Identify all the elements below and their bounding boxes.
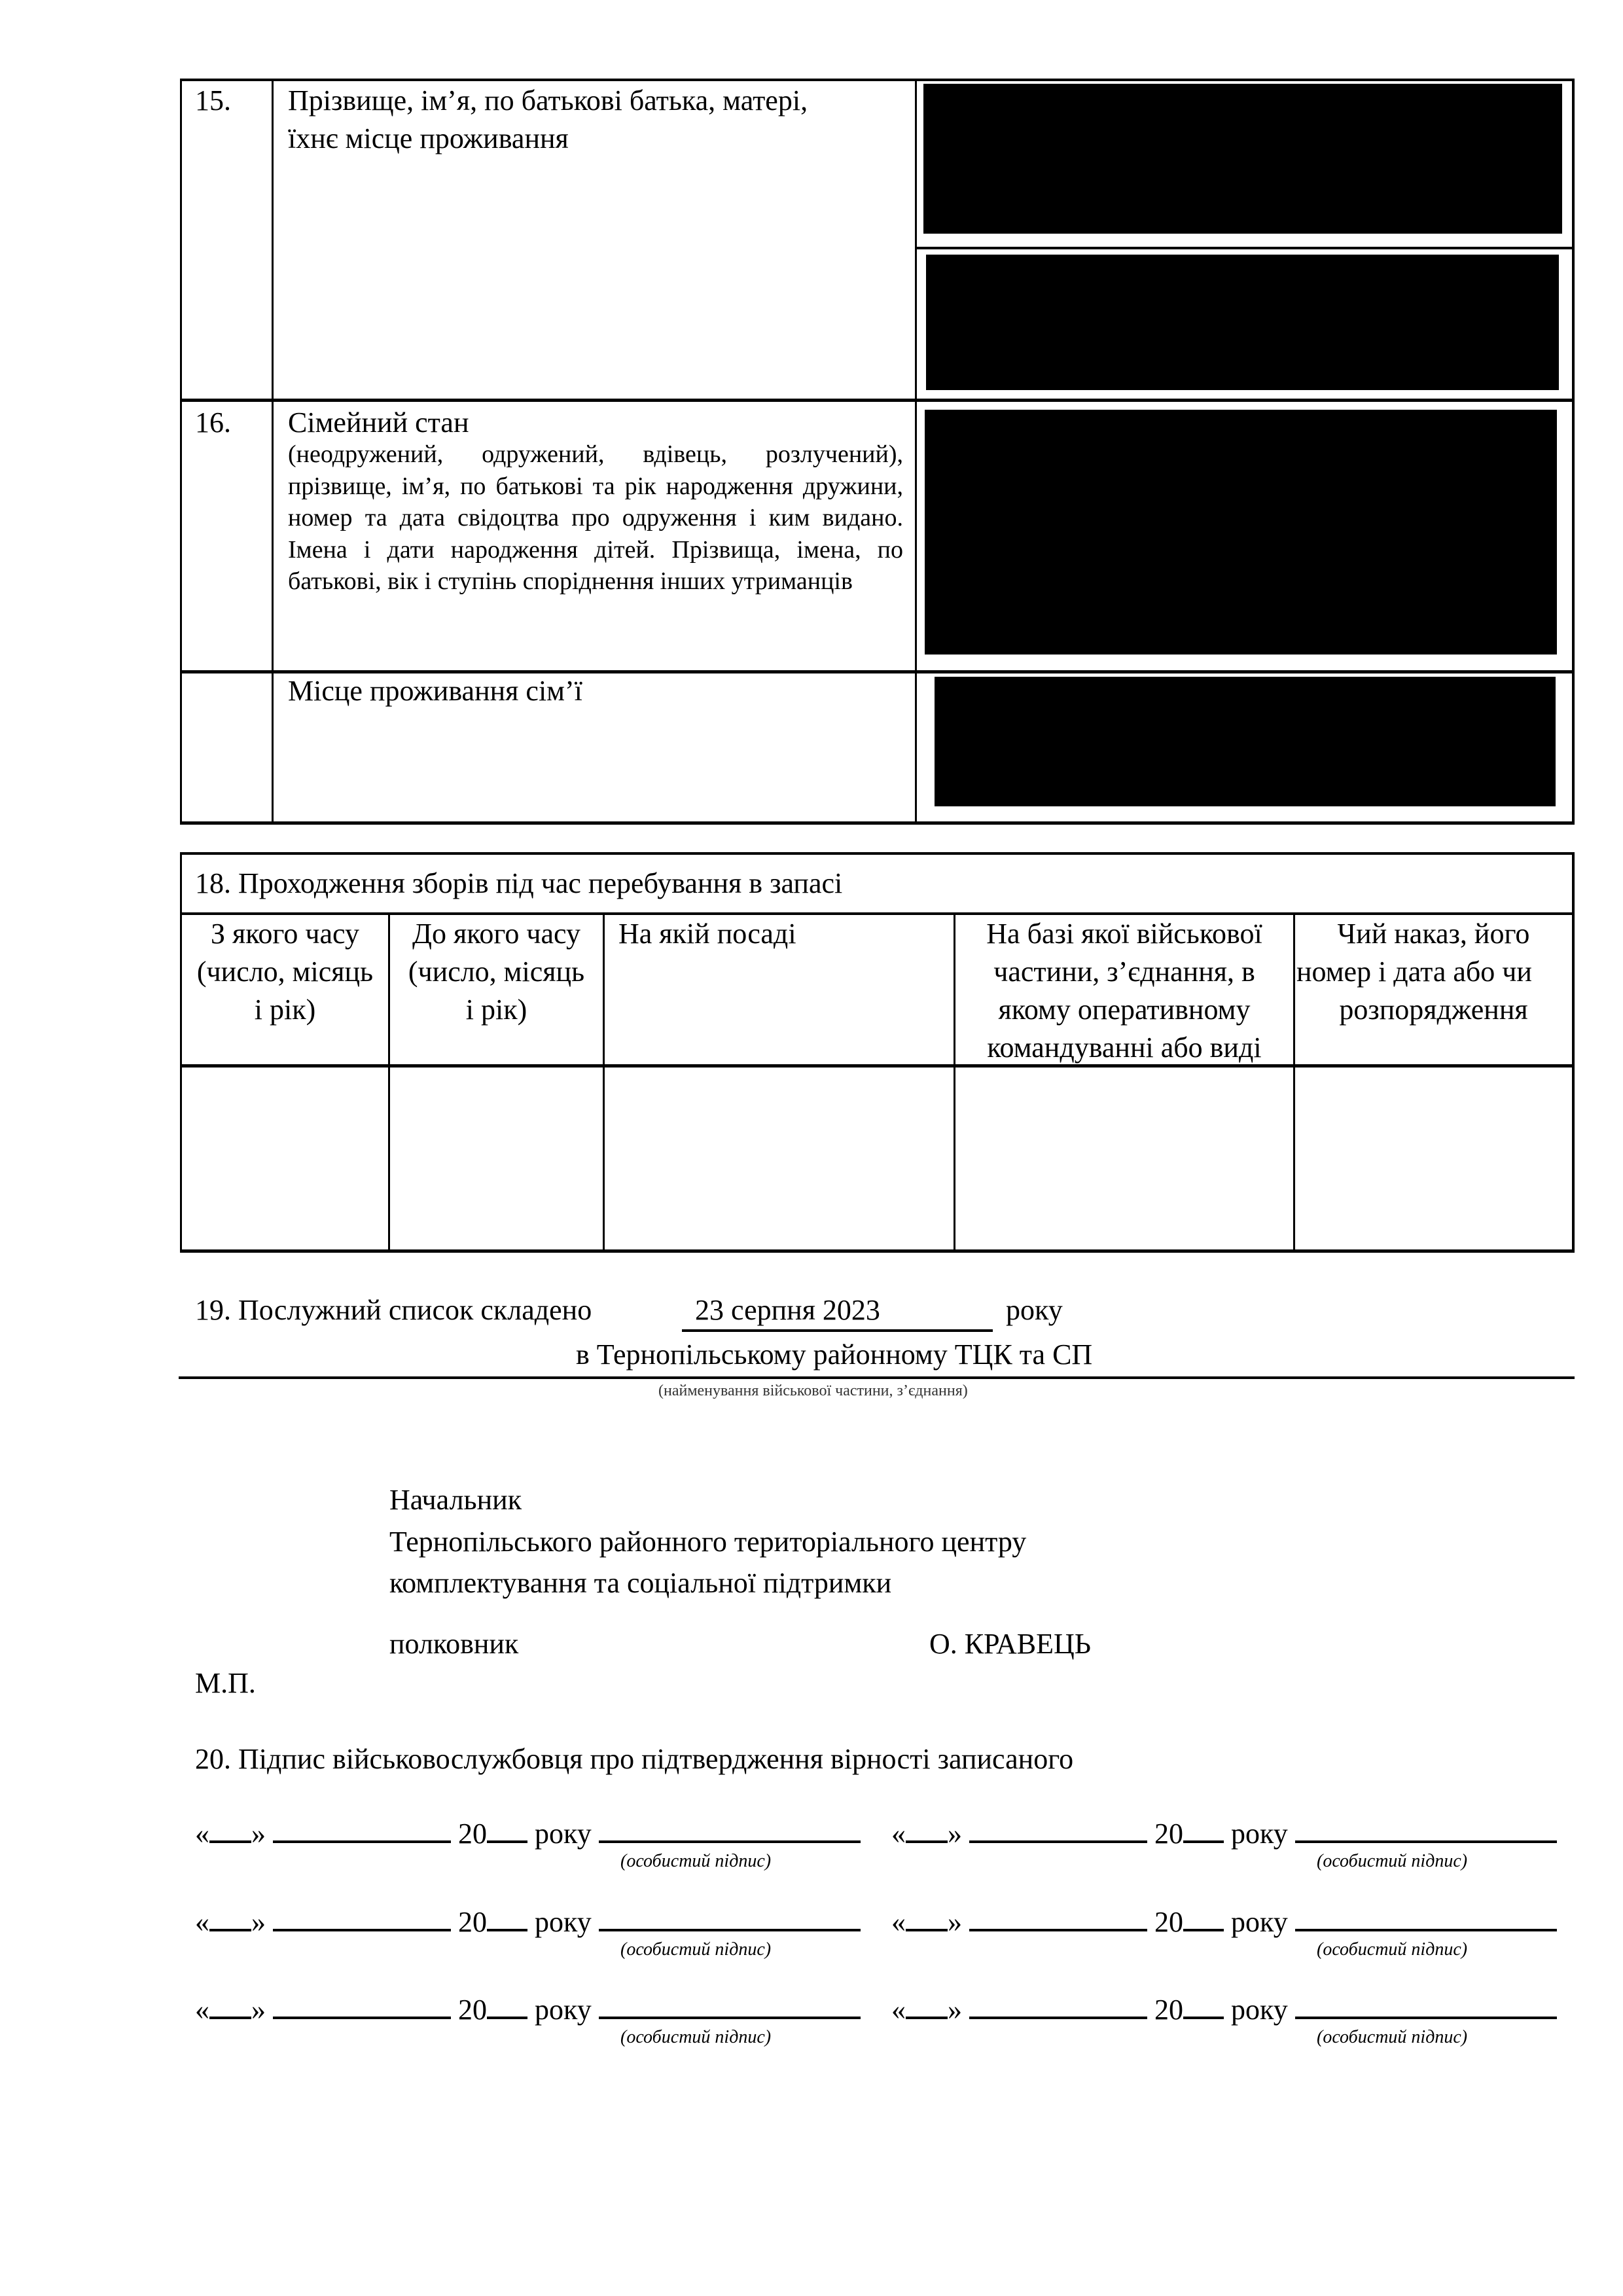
quote: » (948, 1906, 962, 1938)
year-prefix: 20 (1154, 1994, 1183, 2026)
signatory-rank: полковник (389, 1628, 519, 1660)
day-field[interactable] (906, 1990, 948, 2019)
table-border-right (1572, 852, 1575, 1253)
day-field[interactable] (209, 1814, 251, 1843)
signature-caption: (особистий підпис) (620, 1851, 772, 1871)
day-field[interactable] (209, 1903, 251, 1931)
table-border-right (1572, 79, 1575, 825)
stamp-place: М.П. (195, 1667, 256, 1699)
header-line: і рік) (465, 994, 527, 1026)
header-line: З якого часу (211, 918, 359, 950)
header-line: якому оперативному (998, 994, 1251, 1026)
year-prefix: 20 (458, 1818, 487, 1850)
year-field[interactable] (1183, 1814, 1224, 1843)
header-line: На базі якої військової (986, 918, 1262, 950)
header-line: розпорядження (1339, 994, 1528, 1026)
column-header-order (1295, 915, 1572, 1029)
row-divider (180, 670, 1575, 673)
header-line: Чий наказ, його (1337, 918, 1530, 950)
quote: « (891, 1906, 906, 1938)
marital-status-label: Сімейний стан (288, 406, 469, 439)
quote: » (948, 1994, 962, 2026)
signature-caption: (особистий підпис) (620, 1939, 772, 1960)
redacted-family-residence (935, 677, 1556, 806)
year-field[interactable] (487, 1814, 527, 1843)
year-field[interactable] (487, 1990, 527, 2019)
header-line: (число, місяць (408, 956, 585, 988)
signature-caption: (особистий підпис) (620, 2027, 772, 2047)
quote: » (948, 1818, 962, 1850)
signature-field[interactable] (1295, 1814, 1557, 1843)
quote: « (195, 1906, 209, 1938)
section18-title: 18. Проходження зборів під час перебування в запасі (195, 867, 843, 899)
month-field[interactable] (969, 1814, 1147, 1843)
cell-divider (915, 247, 1575, 249)
row-number: 15. (195, 84, 231, 117)
section19-prefix: 19. Послужний список складено (195, 1294, 592, 1326)
table-border-top (180, 852, 1575, 855)
header-line: До якого часу (412, 918, 580, 950)
unit-underline (179, 1376, 1575, 1379)
year-prefix: 20 (1154, 1906, 1183, 1938)
month-field[interactable] (273, 1814, 451, 1843)
month-field[interactable] (969, 1990, 1147, 2019)
signatory-title-line: комплектування та соціальної підтримки (389, 1567, 892, 1599)
year-prefix: 20 (1154, 1818, 1183, 1850)
table-border-bottom (180, 821, 1575, 825)
signature-entry (891, 1814, 1557, 1850)
table-cell-empty[interactable] (390, 1067, 603, 1249)
row-number: 16. (195, 406, 231, 439)
table-cell-empty[interactable] (605, 1067, 954, 1249)
unit-name: в Тернопільському районному ТЦК та СП (576, 1338, 1093, 1371)
signature-entry (891, 1903, 1557, 1939)
signature-caption: (особистий підпис) (1317, 1851, 1468, 1871)
family-residence-label: Місце проживання сім’ї (288, 675, 582, 707)
year-suffix: року (535, 1818, 592, 1850)
year-suffix: року (1231, 1818, 1288, 1850)
signature-entry (195, 1903, 861, 1939)
header-line: (число, місяць (196, 956, 374, 988)
signature-entry (891, 1990, 1557, 2026)
signature-field[interactable] (1295, 1990, 1557, 2019)
quote: » (251, 1818, 266, 1850)
year-field[interactable] (1183, 1903, 1224, 1931)
quote: « (195, 1818, 209, 1850)
year-suffix: року (535, 1994, 592, 2026)
header-line: і рік) (254, 994, 316, 1026)
column-header-to (390, 915, 603, 1029)
year-suffix: року (1231, 1906, 1288, 1938)
quote: » (251, 1906, 266, 1938)
redacted-parents-value (923, 84, 1562, 234)
month-field[interactable] (273, 1903, 451, 1931)
table-cell-empty[interactable] (955, 1067, 1293, 1249)
row-label-line: Прізвище, ім’я, по батькові батька, матері, (288, 84, 808, 117)
column-header-unit (955, 915, 1293, 1067)
column-header-from (182, 915, 388, 1029)
day-field[interactable] (209, 1990, 251, 2019)
day-field[interactable] (906, 1903, 948, 1931)
table-border-left (180, 79, 182, 825)
year-field[interactable] (1183, 1990, 1224, 2019)
header-line: номер і дата або чи (1296, 956, 1532, 988)
signature-field[interactable] (1295, 1903, 1557, 1931)
month-field[interactable] (273, 1990, 451, 2019)
year-prefix: 20 (458, 1994, 487, 2026)
signature-caption: (особистий підпис) (1317, 2027, 1468, 2047)
column-header-position (618, 915, 796, 953)
signatory-title-line: Начальник (389, 1484, 522, 1516)
marital-status-sublabel: (неодружений, одружений, вдівець, розлучений), прізвище, ім’я, по батькові та рік народження дружини, номер та дата свідоцтва про одруження і ким видано. Імена і дати народження дітей. Прізвища, імена, по батькові, вік і ступінь споріднення інших утриманців (288, 440, 903, 595)
signatory-title-line: Тернопільського районного територіального центру (389, 1526, 1027, 1558)
quote: « (195, 1994, 209, 2026)
column-divider (272, 79, 274, 825)
signature-entry (195, 1814, 861, 1850)
header-line: частини, з’єднання, в (993, 956, 1255, 988)
unit-caption: (найменування військової частини, з’єднання) (658, 1382, 968, 1399)
year-suffix: року (1231, 1994, 1288, 2026)
quote: « (891, 1818, 906, 1850)
signature-field[interactable] (599, 1814, 861, 1843)
redacted-marital-value (925, 410, 1557, 655)
column-divider (915, 79, 917, 825)
quote: » (251, 1994, 266, 2026)
quote: « (891, 1994, 906, 2026)
compiled-date: 23 серпня 2023 (695, 1294, 880, 1326)
day-field[interactable] (906, 1814, 948, 1843)
signature-field[interactable] (599, 1903, 861, 1931)
header-line: На якій посаді (618, 918, 796, 950)
date-underline (682, 1329, 993, 1332)
table-cell-empty[interactable] (182, 1067, 388, 1249)
table-cell-empty[interactable] (1295, 1067, 1572, 1249)
row-label-line: їхнє місце проживання (288, 122, 569, 154)
table-border-top (180, 79, 1575, 81)
signature-entry (195, 1990, 861, 2026)
signature-field[interactable] (599, 1990, 861, 2019)
section20-title: 20. Підпис військовослужбовця про підтвердження вірності записаного (195, 1743, 1074, 1775)
row-divider (180, 399, 1575, 402)
year-suffix: року (535, 1906, 592, 1938)
year-prefix: 20 (458, 1906, 487, 1938)
redacted-parents-residence (926, 255, 1559, 390)
month-field[interactable] (969, 1903, 1147, 1931)
header-line: командуванні або виді (987, 1031, 1262, 1064)
signature-caption: (особистий підпис) (1317, 1939, 1468, 1960)
year-field[interactable] (487, 1903, 527, 1931)
section19-suffix: року (1006, 1294, 1063, 1326)
signatory-name: О. КРАВЕЦЬ (929, 1628, 1092, 1660)
